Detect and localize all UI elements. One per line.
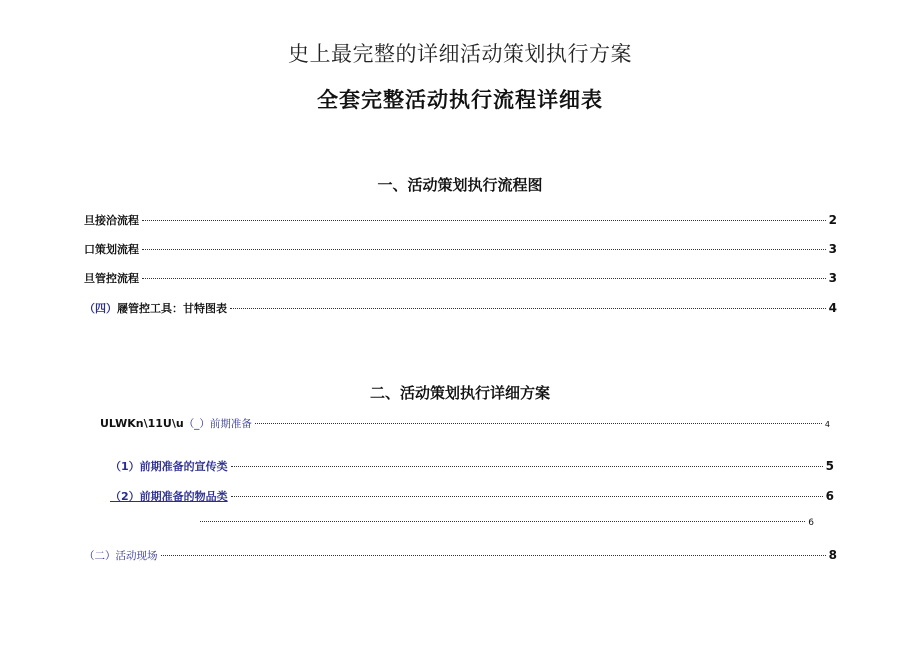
toc-page-number: 8 — [828, 548, 837, 562]
toc-dot-leader — [142, 249, 826, 250]
toc-entry-code: ULWKn\11U\u — [100, 417, 184, 430]
document-subtitle: 全套完整活动执行流程详细表 — [317, 88, 603, 112]
toc-dot-leader — [231, 496, 823, 497]
toc-dot-leader — [231, 466, 823, 467]
toc-dot-leader — [255, 423, 822, 424]
toc-entry-control-process[interactable] — [84, 270, 837, 286]
section-heading-flowchart: 一、活动策划执行流程图 — [377, 176, 543, 194]
toc-dot-leader — [200, 521, 805, 522]
toc-dot-leader — [142, 278, 826, 279]
document-title: 史上最完整的详细活动策划执行方案 — [288, 42, 632, 66]
toc-entry-label: （_）前期准备 — [183, 418, 252, 430]
toc-entry-supplies-prep[interactable] — [110, 488, 834, 504]
toc-page-number: 6 — [825, 489, 834, 503]
toc-entry-planning-process[interactable] — [84, 241, 837, 257]
toc-entry-label: （2）前期准备的物品类 — [110, 490, 228, 503]
toc-entry-label: 旦管控流程 — [84, 272, 139, 285]
toc-page-number: 4 — [824, 420, 830, 429]
toc-page-number: 3 — [828, 271, 837, 285]
toc-entry-publicity-prep[interactable] — [110, 458, 834, 474]
toc-entry-gantt-tool[interactable] — [84, 300, 837, 316]
toc-entry-label: 口策划流程 — [84, 243, 139, 256]
toc-page-number: 6 — [808, 518, 814, 528]
toc-dot-leader — [142, 220, 826, 221]
toc-entry-label: （1）前期准备的宣传类 — [110, 460, 228, 473]
toc-entry-contact-process[interactable] — [84, 212, 837, 228]
toc-page-number: 4 — [828, 301, 837, 315]
toc-page-number: 2 — [828, 213, 837, 227]
toc-entry-number: （四） — [84, 302, 117, 315]
toc-dot-leader — [230, 308, 826, 309]
toc-entry-unlabeled[interactable] — [200, 518, 814, 534]
section-heading-detailed-plan: 二、活动策划执行详细方案 — [369, 384, 550, 402]
toc-page-number: 3 — [828, 242, 837, 256]
toc-page-number: 5 — [825, 459, 834, 473]
toc-entry-label: 屦管控工具：甘特图表 — [117, 302, 227, 315]
toc-entry-label: （二）活动现场 — [84, 550, 158, 562]
toc-entry-event-site[interactable] — [84, 548, 837, 564]
toc-entry-preparation[interactable] — [100, 416, 830, 432]
toc-entry-label: 旦接洽流程 — [84, 214, 139, 227]
toc-dot-leader — [161, 555, 826, 556]
